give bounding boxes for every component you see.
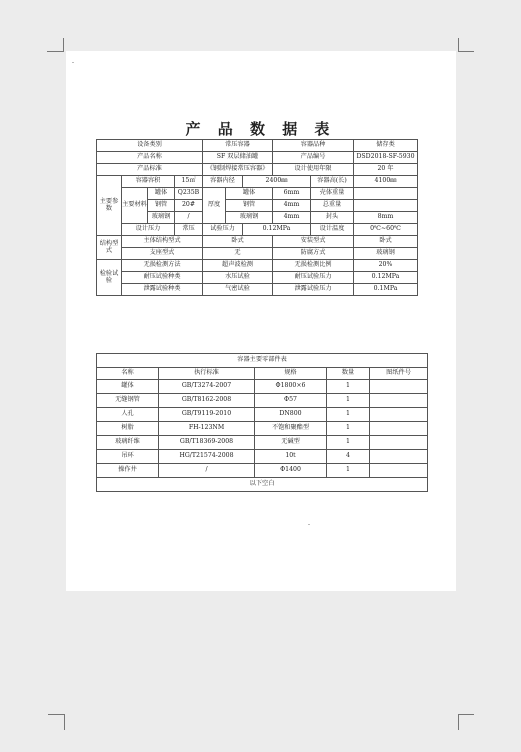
table-caption-row [97,354,428,368]
value-cell: 4100㎜ [354,176,418,188]
crop-mark [48,714,64,715]
column-header: 执行标准 [159,368,255,380]
part-spec: Φ1800×6 [255,380,327,394]
value-cell: SF 双层储油罐 [203,152,273,164]
value-cell: 20% [354,260,418,272]
value-cell: 15㎡ [175,176,203,188]
part-quantity: 1 [327,394,370,408]
value-cell: 0.1MPa [354,284,418,296]
label-cell: 设计温度 [311,224,354,236]
part-standard: GB/T8162-2008 [159,394,255,408]
label-cell: 无损检测方法 [122,260,203,272]
label-cell: 泄露试验种类 [122,284,203,296]
label-cell: 罐体 [148,188,175,200]
value-cell: 储存类 [354,140,418,152]
value-cell [354,200,418,212]
value-cell: 0℃~60℃ [354,224,418,236]
part-standard: GB/T9119-2010 [159,408,255,422]
label-cell: 耐压试验种类 [122,272,203,284]
part-drawing-no [370,436,428,450]
value-cell: 常压 [175,224,203,236]
blank-below-note: 以下空白 [97,478,428,492]
value-cell: 玻璃钢 [354,248,418,260]
group-label: 结构型式 [97,236,122,260]
value-cell: 卧式 [354,236,418,248]
label-cell: 设计使用年限 [273,164,354,176]
part-name: 树脂 [97,422,159,436]
part-quantity: 1 [327,464,370,478]
scan-speck [72,62,74,63]
table-row [97,450,428,464]
part-drawing-no [370,394,428,408]
label-cell: 总重量 [311,200,354,212]
table-row [97,224,418,236]
label-cell: 防腐方式 [273,248,354,260]
crop-mark [458,714,474,715]
table-row [97,380,428,394]
part-name: 无缝钢管 [97,394,159,408]
table-row [97,260,418,272]
table-row [97,272,418,284]
value-cell: 0.12MPa [243,224,311,236]
value-cell [354,188,418,200]
table-row [97,394,428,408]
label-cell: 容器容积 [122,176,175,188]
table-row [97,140,418,152]
label-cell: 钢管 [226,200,273,212]
group-label: 主要参数 [97,176,122,236]
value-cell: 2400㎜ [243,176,311,188]
part-quantity: 1 [327,422,370,436]
value-cell: 无 [203,248,273,260]
parts-caption: 容器主要零部件表 [97,354,428,368]
label-cell: 容器品种 [273,140,354,152]
label-cell: 容器内径 [203,176,243,188]
part-spec: Φ1400 [255,464,327,478]
label-cell: 产品编号 [273,152,354,164]
part-spec: Φ57 [255,394,327,408]
part-standard: GB/T3274-2007 [159,380,255,394]
table-row [97,464,428,478]
label-cell: 主体结构型式 [122,236,203,248]
label-cell: 安装型式 [273,236,354,248]
part-name: 吊环 [97,450,159,464]
product-data-table [96,139,418,296]
label-cell: 玻璃钢 [226,212,273,224]
label-cell: 支座型式 [122,248,203,260]
table-row [97,422,428,436]
label-cell: 泄露试验压力 [273,284,354,296]
value-cell: 超声波检测 [203,260,273,272]
table-row [97,236,418,248]
crop-mark [47,51,63,52]
crop-mark [63,38,64,52]
table-row [97,408,428,422]
value-cell: Q235B [175,188,203,200]
value-cell: 卧式 [203,236,273,248]
table-row [97,284,418,296]
page-title: 产 品 数 据 表 [185,120,336,138]
part-quantity: 4 [327,450,370,464]
part-spec: DN800 [255,408,327,422]
crop-mark [64,714,65,730]
part-quantity: 1 [327,380,370,394]
column-header: 规格 [255,368,327,380]
column-header: 数量 [327,368,370,380]
scan-speck [308,524,310,525]
part-spec: 不饱和聚酯型 [255,422,327,436]
value-cell: 20 年 [354,164,418,176]
group-label: 主要材料 [122,188,148,224]
value-cell: DSD2018-SF-5930 [354,152,418,164]
value-cell: 6mm [273,188,311,200]
value-cell: 20# [175,200,203,212]
label-cell: 试验压力 [203,224,243,236]
value-cell: 水压试验 [203,272,273,284]
crop-mark [458,38,459,52]
table-row [97,188,418,200]
part-standard: / [159,464,255,478]
part-standard: GB/T18369-2008 [159,436,255,450]
part-drawing-no [370,408,428,422]
label-cell: 钢管 [148,200,175,212]
part-spec: 10t [255,450,327,464]
part-name: 罐体 [97,380,159,394]
table-row [97,436,428,450]
part-spec: 无碱型 [255,436,327,450]
label-cell: 产品标准 [97,164,203,176]
label-cell: 产品名称 [97,152,203,164]
part-name: 玻璃纤维 [97,436,159,450]
label-cell: 无损检测比例 [273,260,354,272]
label-cell: 设备类别 [97,140,203,152]
part-standard: HG/T21574-2008 [159,450,255,464]
part-quantity: 1 [327,408,370,422]
column-header: 名称 [97,368,159,380]
value-cell: 常压容器 [203,140,273,152]
label-cell: 设计压力 [122,224,175,236]
table-header-row [97,368,428,380]
value-cell: 《钢制焊接常压容器》 [203,164,273,176]
label-cell: 封头 [311,212,354,224]
table-row [97,176,418,188]
part-drawing-no [370,380,428,394]
part-name: 人孔 [97,408,159,422]
column-header: 图纸件号 [370,368,428,380]
table-row [97,248,418,260]
part-quantity: 1 [327,436,370,450]
label-cell: 耐压试验压力 [273,272,354,284]
table-footer-row [97,478,428,492]
part-standard: FH-123NM [159,422,255,436]
value-cell: 0.12MPa [354,272,418,284]
value-cell: 气密试验 [203,284,273,296]
part-name: 操作井 [97,464,159,478]
value-cell: 4mm [273,200,311,212]
label-cell: 罐体 [226,188,273,200]
label-cell: 容器高(长) [311,176,354,188]
label-cell: 壳体重量 [311,188,354,200]
group-label: 厚度 [203,188,226,224]
part-drawing-no [370,464,428,478]
part-drawing-no [370,450,428,464]
value-cell: 4mm [273,212,311,224]
crop-mark [458,51,474,52]
crop-mark [458,714,459,730]
value-cell: 8mm [354,212,418,224]
part-drawing-no [370,422,428,436]
value-cell: / [175,212,203,224]
table-row [97,152,418,164]
label-cell: 玻璃钢 [148,212,175,224]
group-label: 检验试验 [97,260,122,296]
table-row [97,164,418,176]
parts-table [96,353,428,492]
